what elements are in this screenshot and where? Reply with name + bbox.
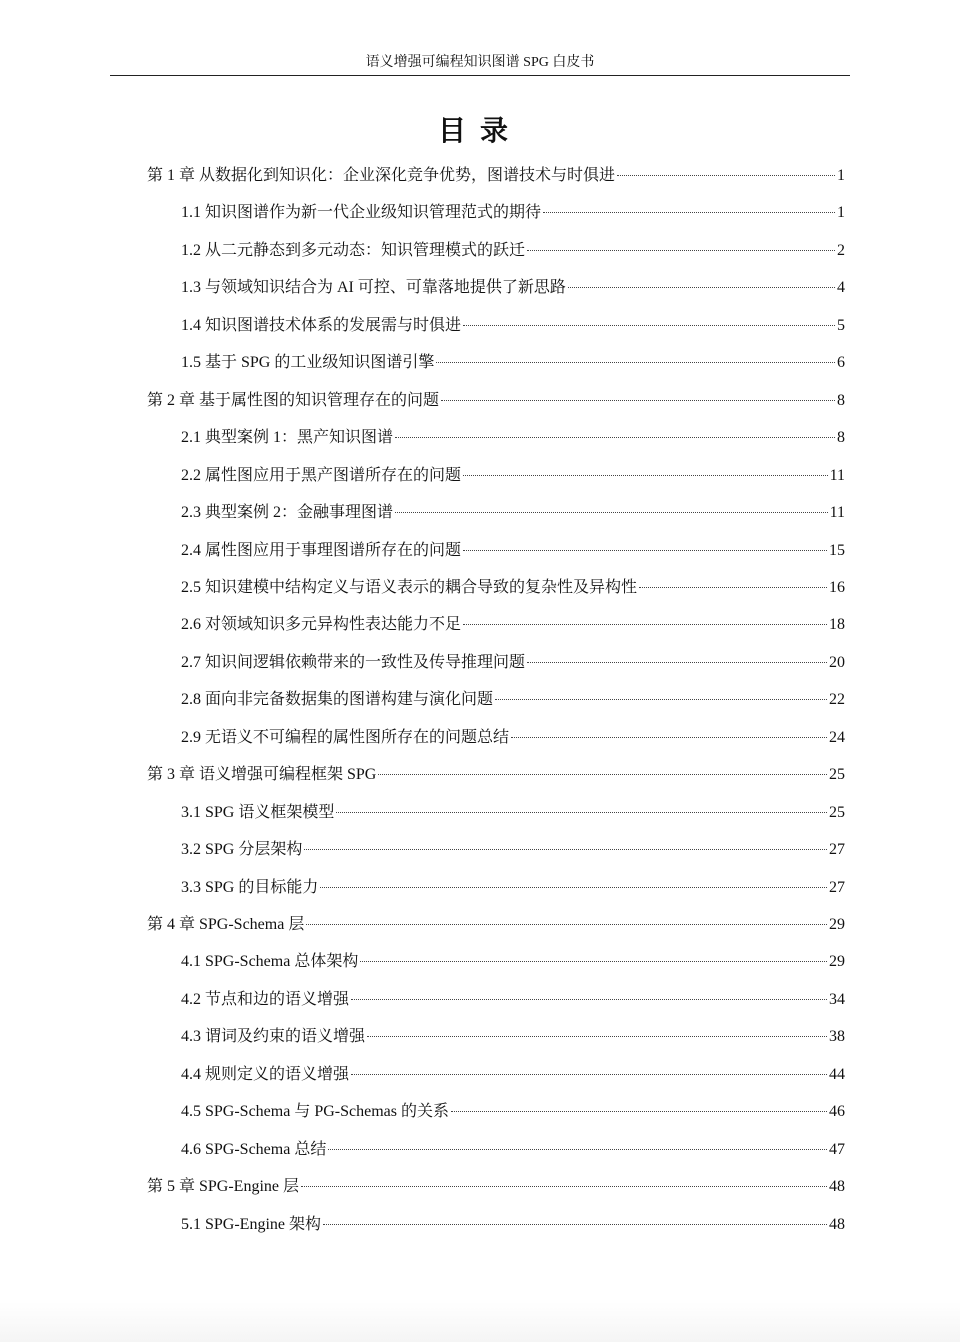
toc-page-number: 27 [829,841,845,859]
toc-entry-title: 2.4 属性图应用于事理图谱所存在的问题 [181,541,462,559]
toc-entry-title: 第 4 章 SPG-Schema 层 [147,916,305,933]
toc-dot-leader [320,886,827,888]
toc-dot-leader [367,1035,827,1037]
toc-entry-title: 1.3 与领域知识结合为 AI 可控、可靠落地提供了新思路 [181,279,566,297]
toc-chapter-entry[interactable] [147,388,845,414]
toc-page-number: 27 [829,878,845,896]
toc-dot-leader [463,474,828,476]
toc-entry-title: 4.3 谓词及约束的语义增强 [181,1028,366,1046]
toc-section-entry[interactable] [181,800,845,826]
toc-section-entry[interactable] [181,500,845,526]
toc-section-entry[interactable] [181,987,845,1013]
toc-page-number: 16 [829,578,845,596]
toc-section-entry[interactable] [181,575,845,601]
toc-entry-title: 2.7 知识间逻辑依赖带来的一致性及传导推理问题 [181,653,526,671]
toc-entry-title: 5.1 SPG-Engine 架构 [181,1215,322,1233]
toc-page-number: 47 [829,1140,845,1158]
toc-entry-title: 4.6 SPG-Schema 总结 [181,1140,327,1158]
toc-page-number: 25 [829,766,845,784]
toc-page-number: 29 [829,916,845,933]
toc-title: 目录 [437,114,522,147]
toc-dot-leader [395,436,835,438]
toc-entry-title: 3.3 SPG 的目标能力 [181,878,319,896]
toc-page-number: 46 [829,1103,845,1121]
toc-page-number: 1 [837,167,845,184]
toc-page-number: 5 [837,316,845,334]
toc-entry-title: 3.1 SPG 语义框架模型 [181,803,335,821]
toc-dot-leader [543,211,835,213]
toc-page-number: 11 [829,466,845,484]
toc-dot-leader [395,511,828,513]
toc-dot-leader [323,1223,827,1225]
toc-chapter-entry[interactable] [147,163,845,189]
header-divider [110,75,850,76]
running-header: 语义增强可编程知识图谱 SPG 白皮书 [365,55,595,70]
toc-section-entry[interactable] [181,949,845,975]
toc-page-number: 48 [829,1178,845,1196]
toc-dot-leader [463,623,827,625]
toc-section-entry[interactable] [181,463,845,489]
page-bottom-shade [0,1302,960,1342]
toc-section-entry[interactable] [181,612,845,638]
toc-page-number: 4 [837,279,845,297]
toc-chapter-entry[interactable] [147,762,845,788]
toc-page-number: 8 [837,391,845,409]
toc-page-number: 11 [829,504,845,522]
toc-page-number: 29 [829,953,845,971]
toc-entry-title: 2.2 属性图应用于黑产图谱所存在的问题 [181,466,462,484]
toc-entry-title: 第 5 章 SPG-Engine 层 [147,1178,300,1196]
toc-section-entry[interactable] [181,650,845,676]
toc-page-number: 6 [837,354,845,372]
toc-entry-title: 4.1 SPG-Schema 总体架构 [181,953,359,971]
toc-entry-title: 3.2 SPG 分层架构 [181,841,303,859]
toc-section-entry[interactable] [181,725,845,751]
toc-dot-leader [527,661,827,663]
toc-entry-title: 4.5 SPG-Schema 与 PG-Schemas 的关系 [181,1103,449,1121]
toc-entry-title: 第 2 章 基于属性图的知识管理存在的问题 [147,391,440,409]
toc-dot-leader [378,773,827,775]
toc-entry-title: 2.1 典型案例 1：黑产知识图谱 [181,429,394,447]
toc-dot-leader [463,549,827,551]
toc-page-number: 2 [837,241,845,259]
toc-entry-title: 1.1 知识图谱作为新一代企业级知识管理范式的期待 [181,204,542,222]
toc-entry-title: 2.6 对领域知识多元异构性表达能力不足 [181,616,462,634]
toc-dot-leader [451,1110,827,1112]
toc-page-number: 20 [829,653,845,671]
toc-page-number: 38 [829,1028,845,1046]
toc-dot-leader [306,923,827,925]
toc-page-number: 8 [837,429,845,447]
toc-page-number: 24 [829,728,845,746]
toc-dot-leader [617,174,835,176]
toc-dot-leader [527,249,835,251]
toc-page-number: 48 [829,1215,845,1233]
toc-dot-leader [351,1073,827,1075]
toc-entry-title: 4.4 规则定义的语义增强 [181,1065,350,1083]
toc-dot-leader [511,736,827,738]
toc-entry-title: 2.5 知识建模中结构定义与语义表示的耦合导致的复杂性及异构性 [181,578,638,596]
toc-dot-leader [639,586,827,588]
toc-section-entry[interactable] [181,238,845,264]
toc-dot-leader [495,698,827,700]
toc-section-entry[interactable] [181,837,845,863]
toc-dot-leader [336,811,827,813]
toc-section-entry[interactable] [181,538,845,564]
toc-entry-title: 4.2 节点和边的语义增强 [181,990,350,1008]
toc-dot-leader [304,848,827,850]
toc-entry-title: 2.9 无语义不可编程的属性图所存在的问题总结 [181,728,510,746]
toc-section-entry[interactable] [181,1212,845,1238]
toc-page-number: 22 [829,691,845,709]
toc-section-entry[interactable] [181,425,845,451]
toc-page-number: 25 [829,803,845,821]
toc-section-entry[interactable] [181,1137,845,1163]
toc-section-entry[interactable] [181,275,845,301]
toc-dot-leader [301,1185,827,1187]
toc-dot-leader [568,286,835,288]
toc-section-entry[interactable] [181,875,845,901]
toc-entry-title: 1.2 从二元静态到多元动态：知识管理模式的跃迁 [181,241,526,259]
toc-section-entry[interactable] [181,1099,845,1125]
toc-page-number: 34 [829,990,845,1008]
toc-page-number: 44 [829,1065,845,1083]
toc-section-entry[interactable] [181,1062,845,1088]
toc-entry-title: 2.3 典型案例 2：金融事理图谱 [181,504,394,522]
toc-section-entry[interactable] [181,350,845,376]
toc-entry-title: 2.8 面向非完备数据集的图谱构建与演化问题 [181,691,494,709]
toc-chapter-entry[interactable] [147,1174,845,1200]
toc-dot-leader [463,324,835,326]
toc-page-number: 18 [829,616,845,634]
toc-section-entry[interactable] [181,1024,845,1050]
toc-page-number: 15 [829,541,845,559]
toc-entry-title: 1.5 基于 SPG 的工业级知识图谱引擎 [181,354,435,372]
toc-section-entry[interactable] [181,687,845,713]
toc-chapter-entry[interactable] [147,912,845,938]
toc-dot-leader [328,1148,827,1150]
toc-entry-title: 1.4 知识图谱技术体系的发展需与时俱进 [181,316,462,334]
toc-dot-leader [351,998,827,1000]
toc-entry-title: 第 1 章 从数据化到知识化：企业深化竞争优势，图谱技术与时俱进 [147,167,616,184]
toc-section-entry[interactable] [181,200,845,226]
toc-dot-leader [436,361,835,363]
toc-dot-leader [360,960,827,962]
toc-dot-leader [441,399,835,401]
toc-section-entry[interactable] [181,313,845,339]
toc-page-number: 1 [837,204,845,222]
toc-entry-title: 第 3 章 语义增强可编程框架 SPG [147,766,377,784]
